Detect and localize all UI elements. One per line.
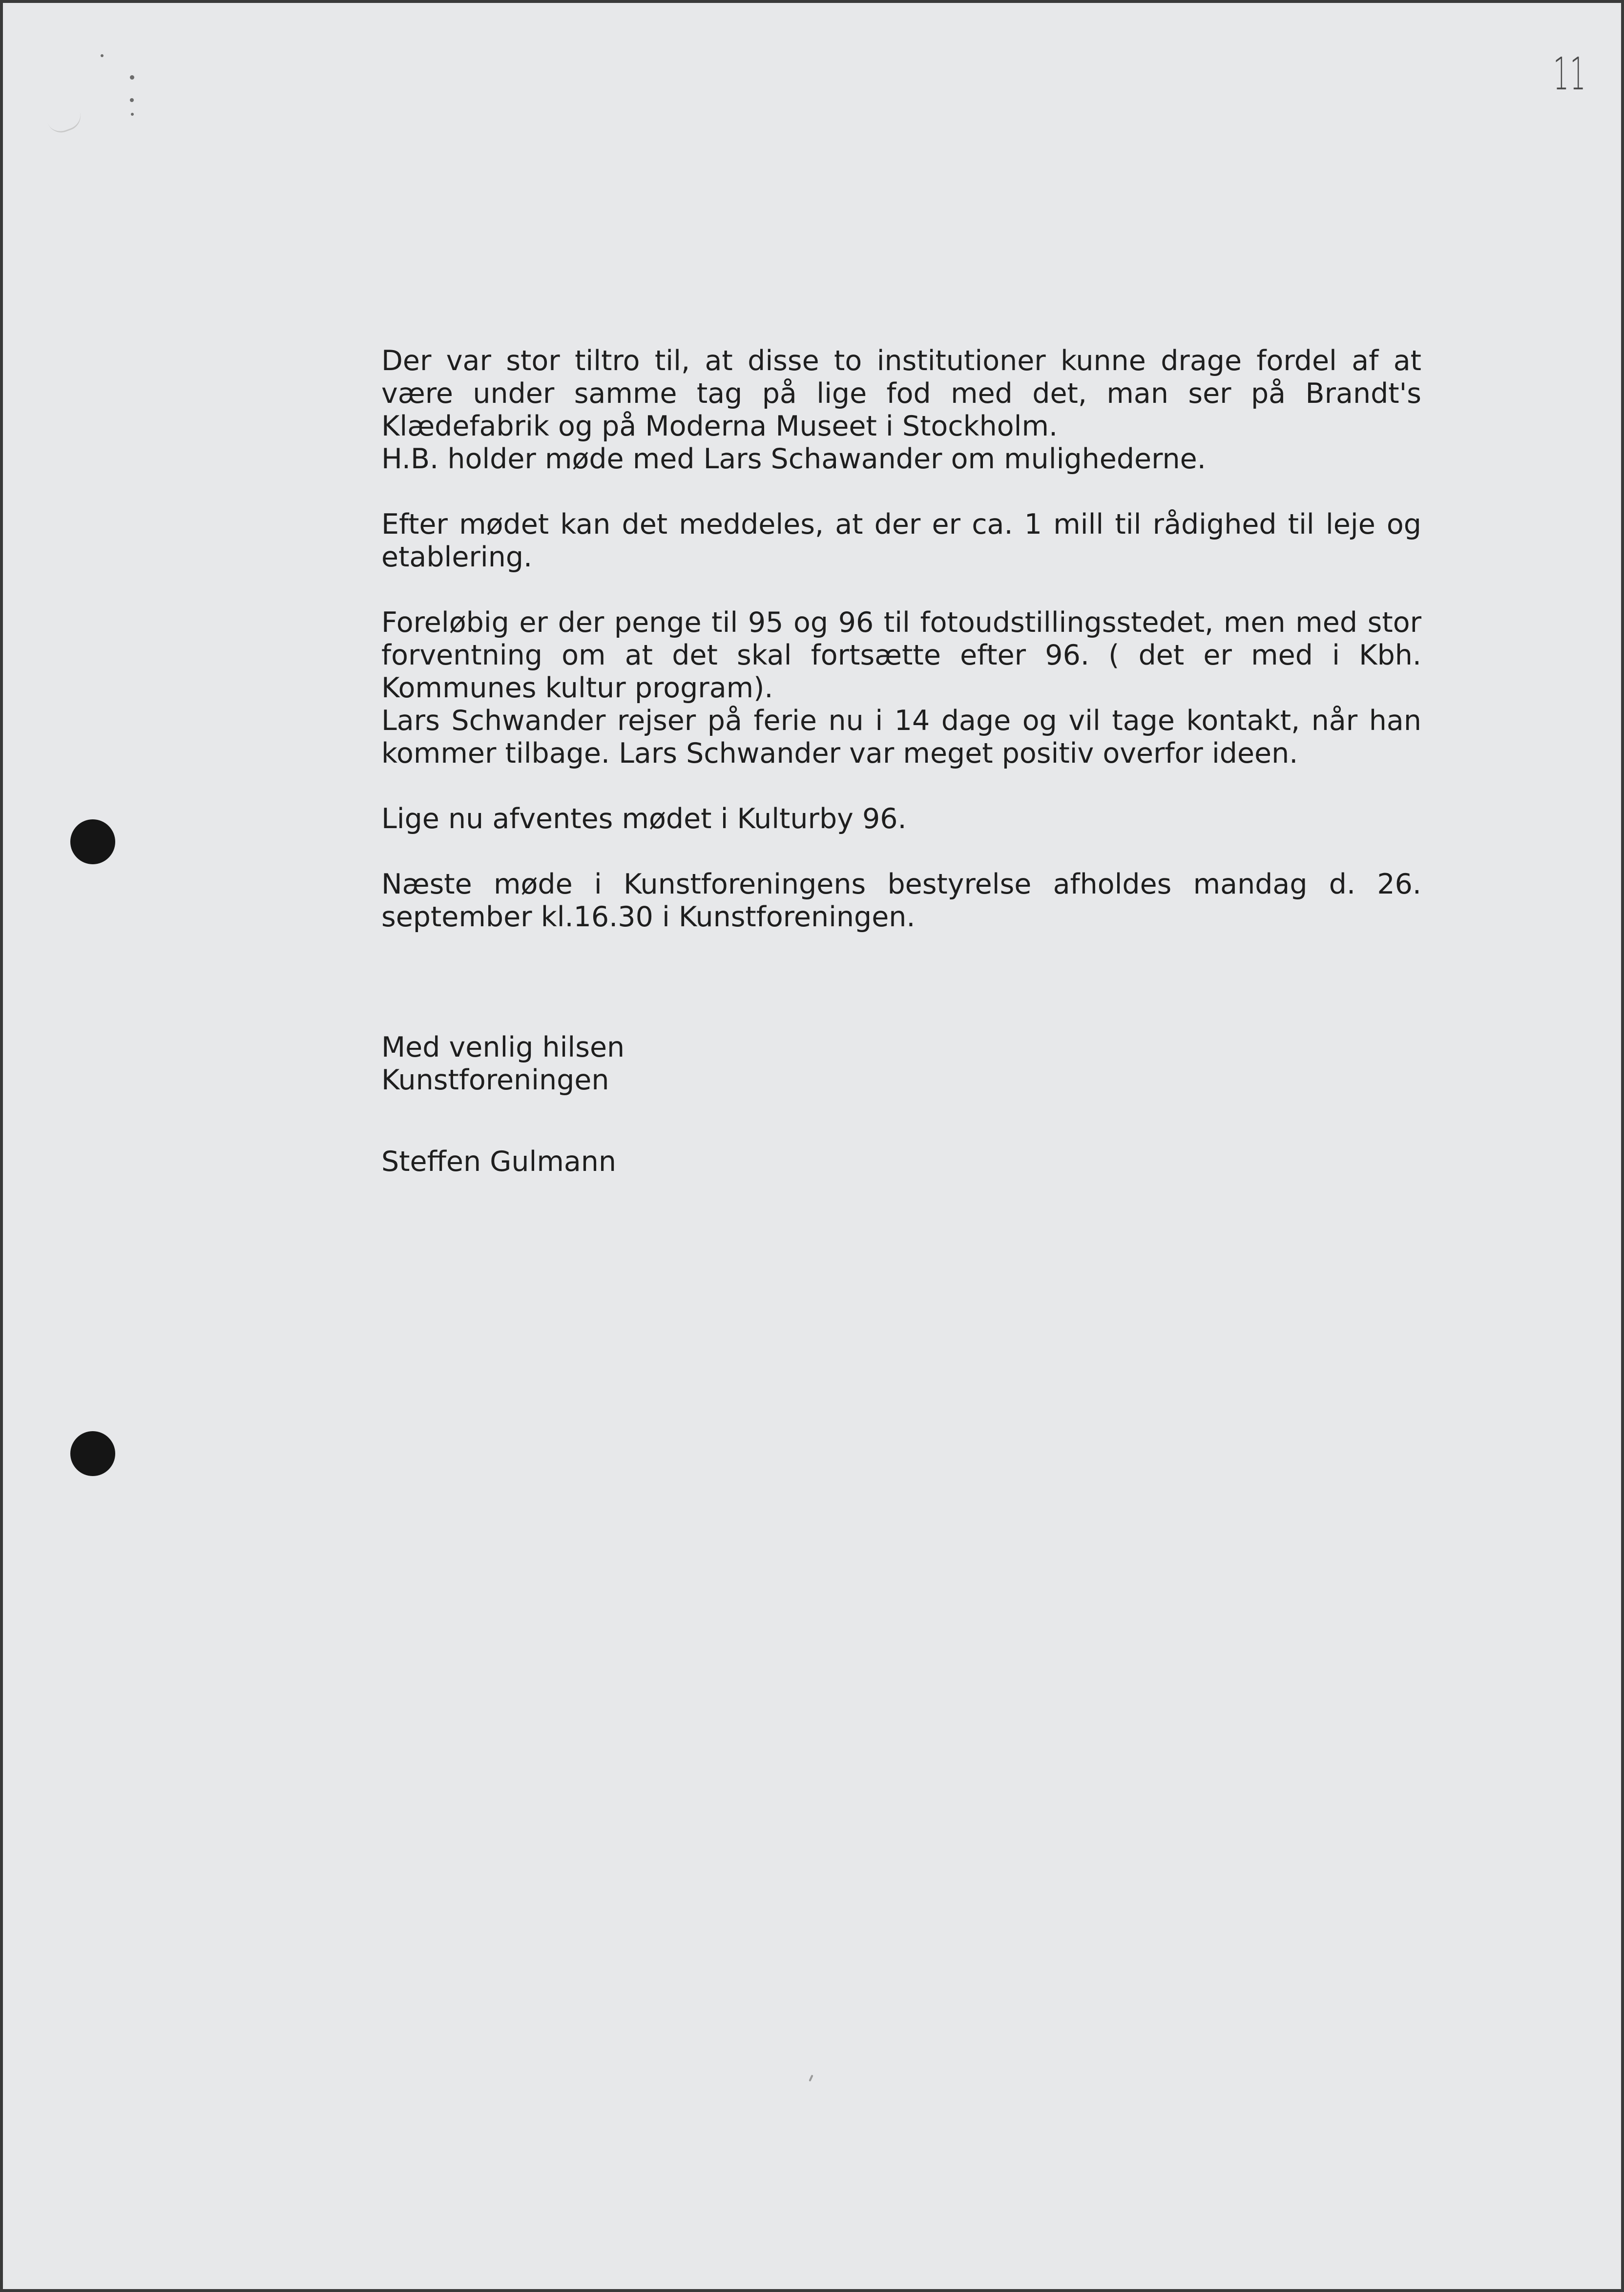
handwritten-page-number: 11: [1553, 48, 1587, 100]
punch-hole: [70, 819, 115, 864]
paragraph-text: Foreløbig er der penge til 95 og 96 til fotoudstillingsstedet, men med stor forventning om at det skal fortsætte efter 96. ( det er med i Kbh. Kommunes kultur program).: [381, 606, 1421, 704]
closing-greeting: Med venlig hilsen: [381, 1031, 625, 1063]
paragraph-institutions: [381, 345, 1421, 476]
signatory-name: Steffen Gulmann: [381, 1146, 617, 1178]
paper-speck: [130, 75, 134, 80]
document-page: [3, 3, 1621, 2289]
paragraph-next-meeting: [381, 868, 1421, 934]
paragraph-text: Næste møde i Kunstforeningens bestyrelse afholdes mandag d. 26. september kl.16.30 i Kunstforeningen.: [381, 868, 1421, 933]
paragraph-text: Lars Schwander rejser på ferie nu i 14 dage og vil tage kontakt, når han kommer tilbage. Lars Schwander var meget positiv overfor ideen.: [381, 705, 1421, 770]
paper-speck: [131, 113, 134, 116]
closing-organization: Kunstforeningen: [381, 1064, 609, 1096]
paragraph-text: H.B. holder møde med Lars Schawander om mulighederne.: [381, 443, 1206, 475]
paragraph-photo-venue: [381, 606, 1421, 770]
closing-block: [381, 1031, 1421, 1097]
letter-body: [381, 345, 1421, 1178]
paper-scratch: [45, 105, 84, 136]
paragraph-kulturby: [381, 803, 1421, 835]
paragraph-text: Lige nu afventes mødet i Kulturby 96.: [381, 803, 907, 835]
paragraph-text: Efter mødet kan det meddeles, at der er ca. 1 mill til rådighed til leje og etablering.: [381, 508, 1421, 573]
paragraph-text: Der var stor tiltro til, at disse to institutioner kunne drage fordel af at være under samme tag på lige fod med det, man ser på Brandt's Klædefabrik og på Moderna Museet i Stockholm.: [381, 345, 1421, 442]
punch-hole: [70, 1431, 115, 1476]
paper-speck: [101, 54, 104, 57]
paper-speck: [809, 2075, 813, 2082]
paper-speck: [130, 98, 134, 102]
paragraph-funding: [381, 508, 1421, 574]
